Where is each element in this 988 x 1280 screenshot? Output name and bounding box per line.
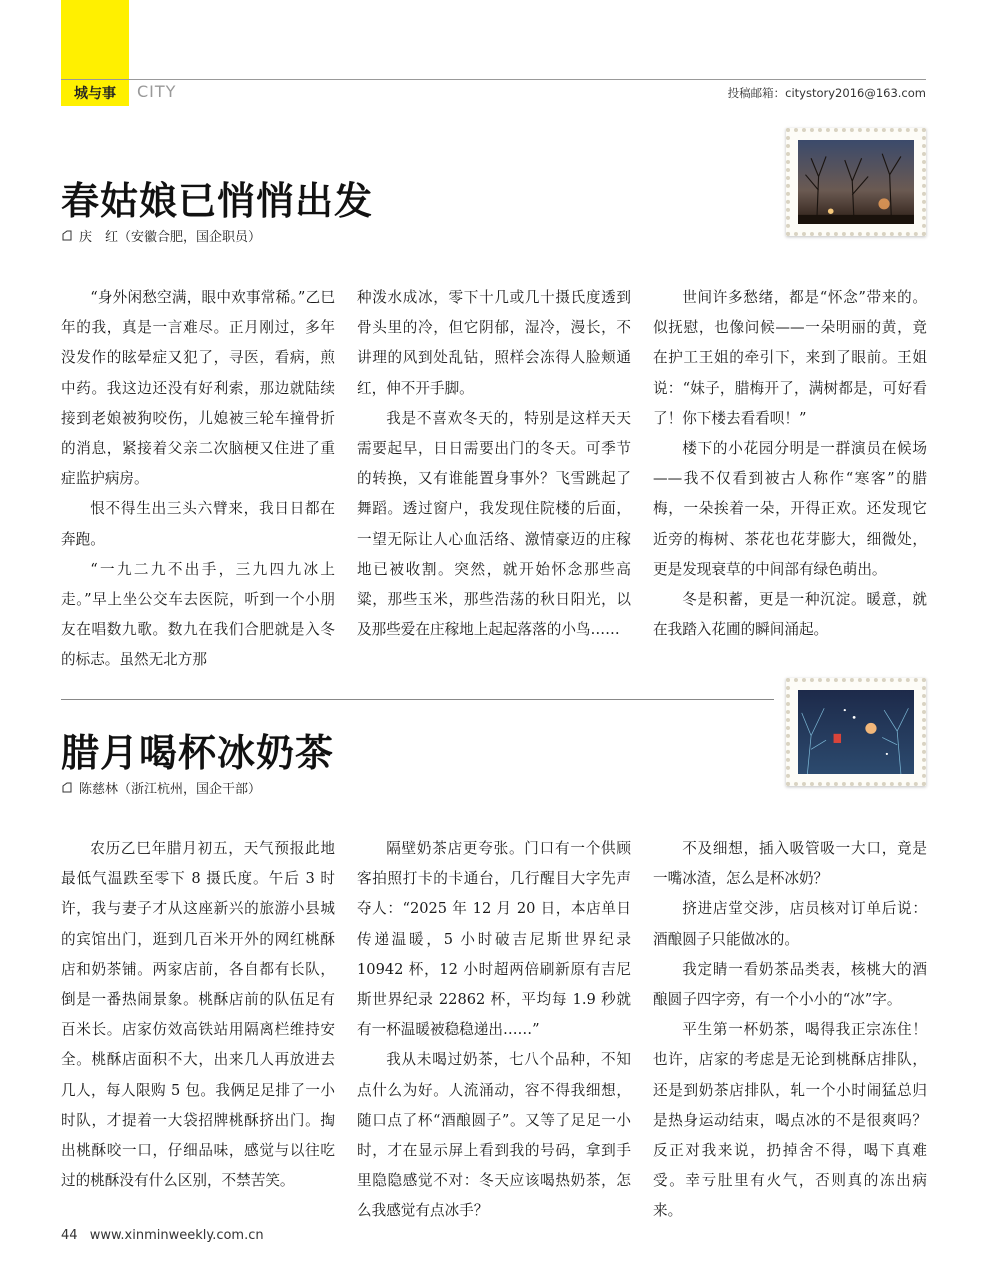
article1-byline: [61, 226, 261, 245]
website-url: www.xinminweekly.com.cn: [89, 1228, 264, 1243]
paragraph: 种泼水成冰，零下十几或几十摄氏度透到骨头里的冷，但它阴郁，湿冷，漫长，不讲理的风到处乱钻，照样会冻得人脸颊通红，伸不开手脚。: [357, 289, 631, 397]
article2-author: 陈慈林（浙江杭州，国企干部）: [79, 782, 262, 797]
article1-column-1: [61, 283, 335, 676]
section-label: 城与事: [61, 80, 129, 106]
article2-byline: [61, 778, 261, 797]
article-divider: [61, 699, 774, 700]
paragraph: 我定睛一看奶茶品类表，核桃大的酒酿圆子四字旁，有一个小小的“冰”字。: [653, 960, 927, 1009]
paragraph: 隔壁奶茶店更夸张。门口有一个供顾客拍照打卡的卡通台，几行醒目大字先声夺人：“2025 年 12 月 20 日，本店单日传递温暖，5 小时破吉尼斯世界纪录 10942 杯，12 小时超两倍刷新原有吉尼斯世界纪录 22862 杯，平均每 1.9 秒就有一杯温暖被稳稳递出……”: [357, 840, 631, 1039]
pen-icon: [61, 782, 73, 794]
article1-author: 庆 红（安徽合肥，国企职员）: [79, 230, 262, 245]
paragraph: “身外闲愁空满，眼中欢事常稀。”乙巳年的我，真是一言难尽。正月刚过，多年没发作的眩晕症又犯了，寻医，看病，煎中药。我这边还没有好利索，那边就陆续接到老娘被狗咬伤，儿媳被三轮车撞骨折的消息，紧接着父亲二次脑梗又住进了重症监护病房。: [61, 289, 335, 488]
paragraph: 我从未喝过奶茶，七八个品种，不知点什么为好。人流涌动，容不得我细想，随口点了杯“酒酿圆子”。又等了足足一小时，才在显示屏上看到我的号码，拿到手里隐隐感觉不对：冬天应该喝热奶茶，怎么我感觉有点冰手？: [357, 1051, 631, 1220]
paragraph: 挤进店堂交涉，店员核对订单后说：酒酿圆子只能做冰的。: [653, 900, 927, 948]
paragraph: 平生第一杯奶茶，喝得我正宗冻住！也许，店家的考虑是无论到桃酥店排队，还是到奶茶店排队，轧一个小时闹猛总归是热身运动结束，喝点冰的不是很爽吗？反正对我来说，扔掉舍不得，喝下真难受。幸亏肚里有火气，否则真的冻出病来。: [653, 1021, 927, 1220]
article2-column-1: [61, 834, 335, 1196]
paragraph: “一九二九不出手，三九四九冰上走。”早上坐公交车去医院，听到一个小朋友在唱数九歌。数九在我们合肥就是入冬的标志。虽然无北方那: [61, 560, 335, 669]
article1-column-2: [357, 283, 631, 645]
section-sub: CITY: [137, 82, 177, 101]
page-number: 44: [61, 1228, 78, 1243]
paragraph: 农历乙巳年腊月初五，天气预报此地最低气温跌至零下 8 摄氏度。午后 3 时许，我与妻子才从这座新兴的旅游小县城的宾馆出门，逛到几百米开外的网红桃酥店和奶茶铺。两家店前，各自都有长队，倒是一番热闹景象。桃酥店前的队伍足有百米长。店家仿效高铁站用隔离栏维持安全。桃酥店面积不大，出来几人再放进去几人，每人限购 5 包。我俩足足排了一小时队，才提着一大袋招牌桃酥挤出门。掏出桃酥咬一口，仔细品味，感觉与以往吃过的桃酥没有什么区别，不禁苦笑。: [61, 840, 335, 1190]
paragraph: 楼下的小花园分明是一群演员在候场——我不仅看到被古人称作“寒客”的腊梅，一朵挨着一朵，开得正欢。还发现它近旁的梅树、茶花也花芽膨大，细微处，更是发现衰草的中间部有绿色萌出。: [653, 440, 927, 578]
paragraph: 世间许多愁绪，都是“怀念”带来的。似抚慰，也像问候——一朵明丽的黄，竟在护工王姐的牵引下，来到了眼前。王姐说：“妹子，腊梅开了，满树都是，可好看了！你下楼去看看呗！”: [653, 289, 927, 427]
submission-email: 投稿邮箱：citystory2016@163.com: [727, 86, 926, 100]
paragraph: 恨不得生出三头六臂来，我日日都在奔跑。: [61, 500, 335, 548]
paragraph: 冬是积蓄，更是一种沉淀。暖意，就在我踏入花圃的瞬间涌起。: [653, 591, 927, 639]
article2-stamp-photo: [786, 678, 926, 786]
paragraph: 我是不喜欢冬天的，特别是这样天天需要起早，日日需要出门的冬天。可季节的转换，又有谁能置身事外？飞雪跳起了舞蹈。透过窗户，我发现住院楼的后面，一望无际让人心血活络、激情豪迈的庄稼地已被收割。突然，就开始怀念那些高粱，那些玉米，那些浩荡的秋日阳光，以及那些爱在庄稼地上起起落落的小鸟……: [357, 409, 631, 639]
article2-column-2: [357, 834, 631, 1227]
pen-icon: [61, 230, 73, 242]
page-footer: [61, 1228, 264, 1243]
article2-column-3: [653, 834, 927, 1227]
paragraph: 不及细想，插入吸管吸一大口，竟是一嘴冰渣，怎么是杯冰奶？: [653, 840, 927, 888]
night-trees-photo-icon: [798, 140, 914, 224]
lantern-trees-photo-icon: [798, 690, 914, 774]
article1-title: 春姑娘已悄悄出发: [61, 179, 374, 223]
article1-stamp-photo: [786, 128, 926, 236]
header-rule: [61, 79, 926, 80]
header-yellow-tab: [61, 0, 129, 80]
article1-column-3: [653, 283, 927, 645]
article2-title: 腊月喝杯冰奶茶: [61, 731, 335, 775]
